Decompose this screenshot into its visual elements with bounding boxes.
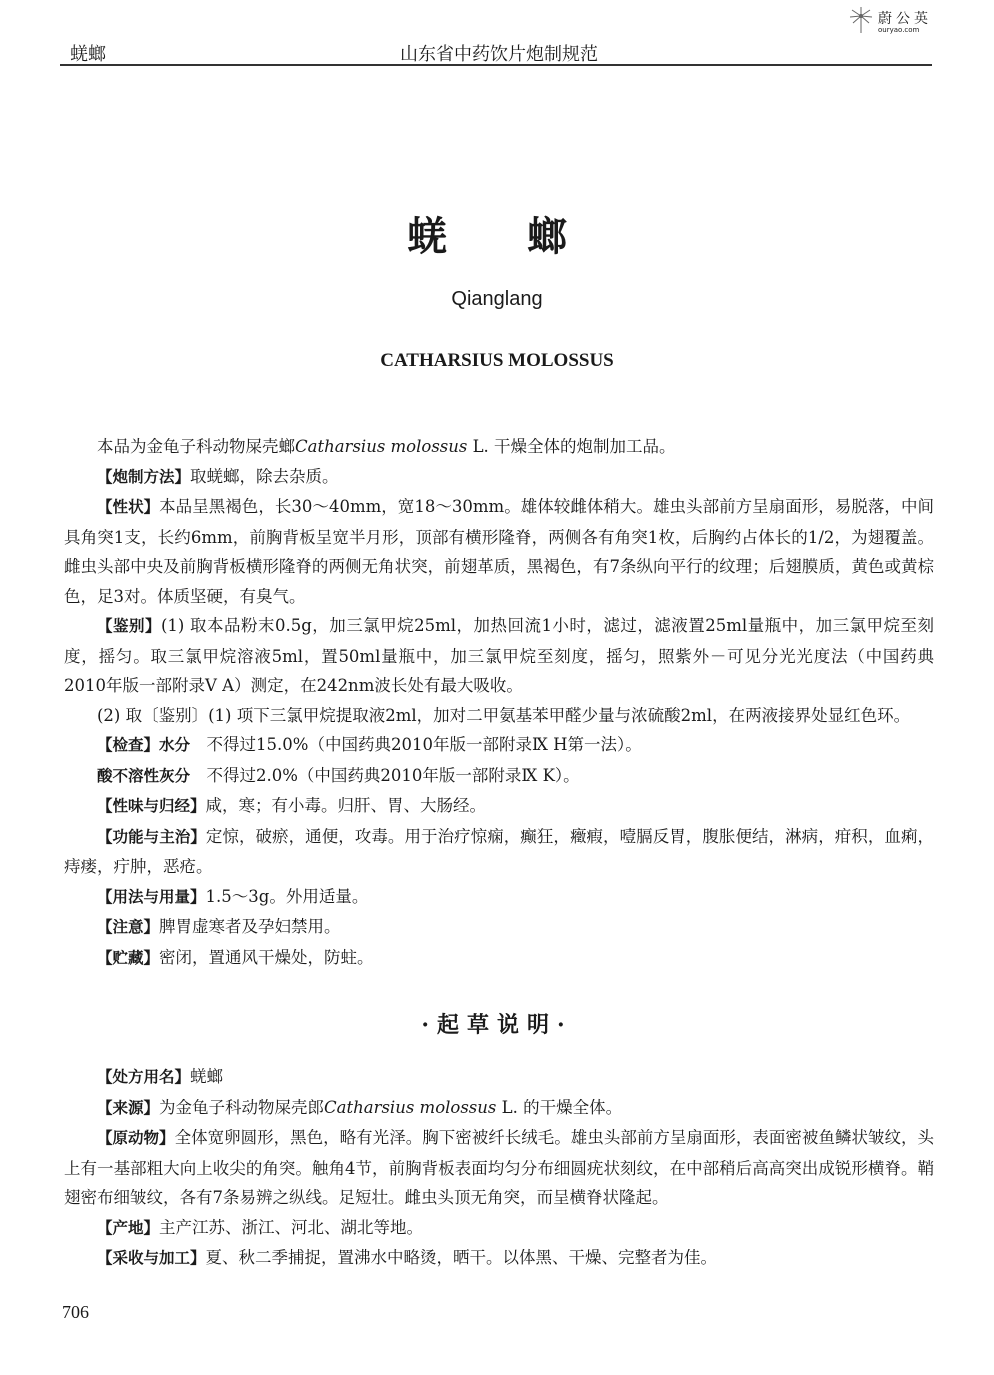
check-acid-insoluble-ash: 酸不溶性灰分 不得过2.0%（中国药典2010年版一部附录Ⅸ K）。 bbox=[97, 765, 580, 785]
identification-1: 【鉴别】(1) 取本品粉末0.5g，加三氯甲烷25ml，加热回流1小时，滤过，滤液置25ml量瓶中，加三氯甲烷至刻度，摇匀。取三氯甲烷溶液5ml，置50ml量瓶中，加三氯甲烷至刻度，摇匀，照紫外－可见分光光度法（中国药典2010年版一部附录Ⅴ A）测定，在242nm波长处有最大吸收。 bbox=[64, 616, 934, 695]
drafting-notes-body bbox=[64, 1062, 934, 1274]
header-rule bbox=[60, 64, 932, 66]
processing-method: 【炮制方法】取蜣螂，除去杂质。 bbox=[97, 466, 339, 486]
page-number: 706 bbox=[62, 1302, 89, 1322]
running-header-left: 蜣螂 bbox=[70, 44, 106, 65]
monograph-title: 蜣螂 bbox=[407, 213, 647, 260]
drafting-notes-title: ·起草说明· bbox=[421, 1012, 573, 1038]
usage-dosage: 【用法与用量】1.5～3g。外用适量。 bbox=[97, 886, 369, 906]
intro-paragraph: 本品为金龟子科动物屎壳螂Catharsius molossus L. 干燥全体的炮制加工品。 bbox=[97, 437, 676, 456]
dandelion-logo-icon bbox=[848, 6, 874, 34]
storage: 【贮藏】密闭，置通风干燥处，防蛀。 bbox=[97, 947, 374, 967]
monograph-body bbox=[64, 432, 934, 973]
collection-processing: 【采收与加工】夏、秋二季捕捉，置沸水中略烫，晒干。以体黑、干燥、完整者为佳。 bbox=[97, 1248, 718, 1267]
identification-2: (2) 取〔鉴别〕(1) 项下三氯甲烷提取液2ml，加对二甲氨基苯甲醛少量与浓硫酸2ml，在两液接界处显红色环。 bbox=[97, 705, 911, 725]
prescription-name: 【处方用名】蜣螂 bbox=[97, 1067, 224, 1086]
precautions: 【注意】脾胃虚寒者及孕妇禁用。 bbox=[97, 917, 341, 936]
characteristics: 【性状】本品呈黑褐色，长30～40mm，宽18～30mm。雄体较雌体稍大。雄虫头部前方呈扇面形，易脱落，中间具角突1支，长约6mm，前胸背板呈宽半月形，顶部有横形隆脊，两侧各有角突1枚，后胸约占体长的1/2，为翅覆盖。雌虫头部中央及前胸背板横形隆脊的两侧无角状突，前翅革质，黑褐色，有7条纵向平行的纹理；后翅膜质，黄色或黄棕色，足3对。体质坚硬，有臭气。 bbox=[64, 497, 934, 606]
publisher-logo bbox=[848, 6, 938, 36]
check-moisture: 【检查】水分 不得过15.0%（中国药典2010年版一部附录Ⅸ H第一法）。 bbox=[97, 735, 642, 754]
property-meridian: 【性味与归经】咸，寒；有小毒。归肝、胃、大肠经。 bbox=[97, 796, 487, 815]
running-header-title: 山东省中药饮片炮制规范 bbox=[400, 44, 598, 65]
origin-region: 【产地】主产江苏、浙江、河北、湖北等地。 bbox=[97, 1217, 424, 1237]
monograph-pinyin: Qianglang bbox=[451, 288, 543, 310]
logo-wordmark: 蔚公英 bbox=[878, 11, 932, 27]
function-indication: 【功能与主治】定惊，破瘀，通便，攻毒。用于治疗惊痫，癫狂，癥瘕，噎膈反胃，腹胀便结，淋病，疳积，血痢，痔瘘，疔肿，恶疮。 bbox=[64, 826, 934, 876]
logo-url: ouryao.com bbox=[878, 26, 920, 34]
source: 【来源】为金龟子科动物屎壳郎Catharsius molossus L. 的干燥全体。 bbox=[97, 1097, 623, 1117]
original-animal: 【原动物】全体宽卵圆形，黑色，略有光泽。胸下密被纤长绒毛。雄虫头部前方呈扇面形，表面密被鱼鳞状皱纹，头上有一基部粗大向上收尖的角突。触角4节，前胸背板表面均匀分布细圆疣状刻纹，在中部稍后高高突出成锐形横脊。鞘翅密布细皱纹，各有7条易辨之纵线。足短壮。雌虫头顶无角突，而呈横脊状隆起。 bbox=[64, 1128, 934, 1207]
monograph-latin-name: CATHARSIUS MOLOSSUS bbox=[380, 350, 614, 371]
